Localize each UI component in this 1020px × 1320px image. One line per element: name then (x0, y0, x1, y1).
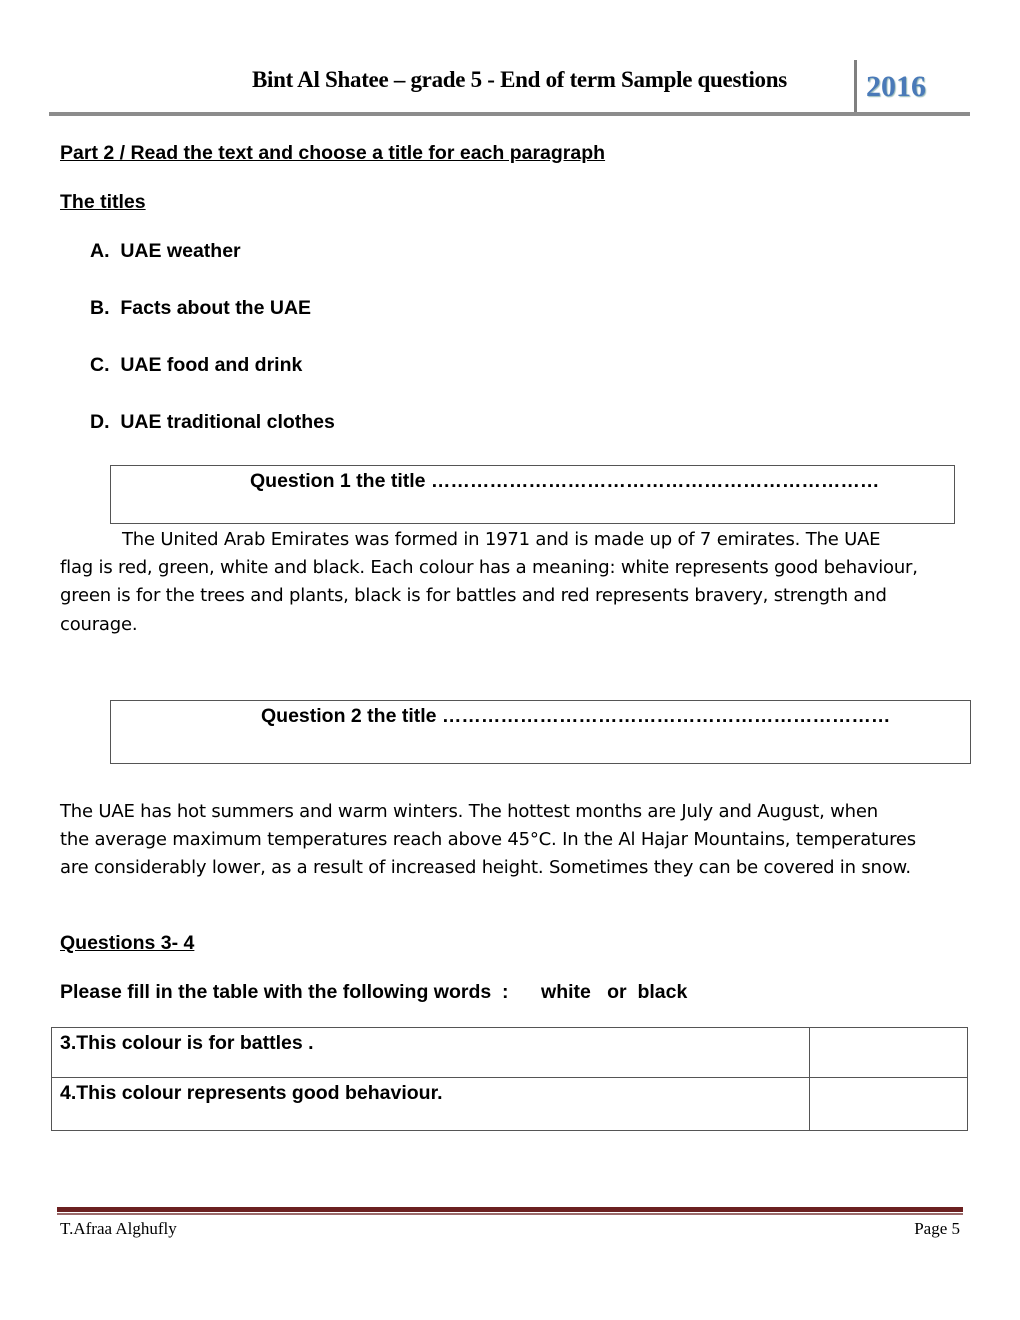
paragraph2-line: the average maximum temperatures reach above 45°C. In the Al Hajar Mountains, temperatures (60, 829, 916, 850)
option-letter: B. (90, 297, 110, 319)
answer-cell[interactable] (810, 1028, 968, 1078)
option-letter: A. (90, 240, 110, 262)
paragraph1-line: green is for the trees and plants, black is for battles and red represents bravery, strength and (60, 585, 887, 606)
title-option-a (90, 240, 241, 263)
option-text: Facts about the UAE (120, 297, 312, 319)
answer-table (51, 1027, 968, 1131)
title-option-b (90, 297, 311, 320)
table-row (52, 1028, 968, 1078)
paragraph1-line: The United Arab Emirates was formed in 1971 and is made up of 7 emirates. The UAE (122, 529, 881, 550)
table-row (52, 1078, 968, 1131)
q34-heading: Questions 3- 4 (60, 932, 195, 954)
q34-instruction: Please fill in the table with the following words : white or black (60, 981, 688, 1003)
paragraph1-line: flag is red, green, white and black. Each colour has a meaning: white represents good behaviour, (60, 557, 918, 578)
option-letter: C. (90, 354, 110, 376)
option-text: UAE food and drink (120, 354, 303, 376)
paragraph1-line: courage. (60, 614, 138, 635)
option-letter: D. (90, 411, 110, 433)
header-rule (49, 112, 970, 116)
footer-page-number: Page 5 (914, 1219, 960, 1238)
part-title: Part 2 / Read the text and choose a title for each paragraph (60, 142, 606, 164)
option-text: UAE weather (120, 240, 241, 262)
question-cell: 3.This colour is for battles . (52, 1028, 810, 1078)
titles-heading: The titles (60, 191, 146, 213)
title-option-d (90, 411, 335, 434)
footer-author: T.Afraa Alghufly (60, 1219, 177, 1238)
question2-label: Question 2 the title …………………………………………………………… (261, 705, 891, 727)
header-divider (854, 60, 857, 113)
question1-label: Question 1 the title …………………………………………………………… (250, 470, 880, 492)
paragraph2-line: The UAE has hot summers and warm winters. The hottest months are July and August, when (60, 801, 878, 822)
title-option-c (90, 354, 302, 377)
question-cell: 4.This colour represents good behaviour. (52, 1078, 810, 1131)
paragraph2-line: are considerably lower, as a result of increased height. Sometimes they can be covered in snow. (60, 857, 911, 878)
option-text: UAE traditional clothes (120, 411, 335, 433)
footer-rule-thin (57, 1213, 963, 1215)
header-title: Bint Al Shatee – grade 5 - End of term Sample questions (252, 67, 787, 92)
footer-rule (57, 1207, 963, 1212)
answer-cell[interactable] (810, 1078, 968, 1131)
header-year: 2016 (866, 70, 926, 103)
